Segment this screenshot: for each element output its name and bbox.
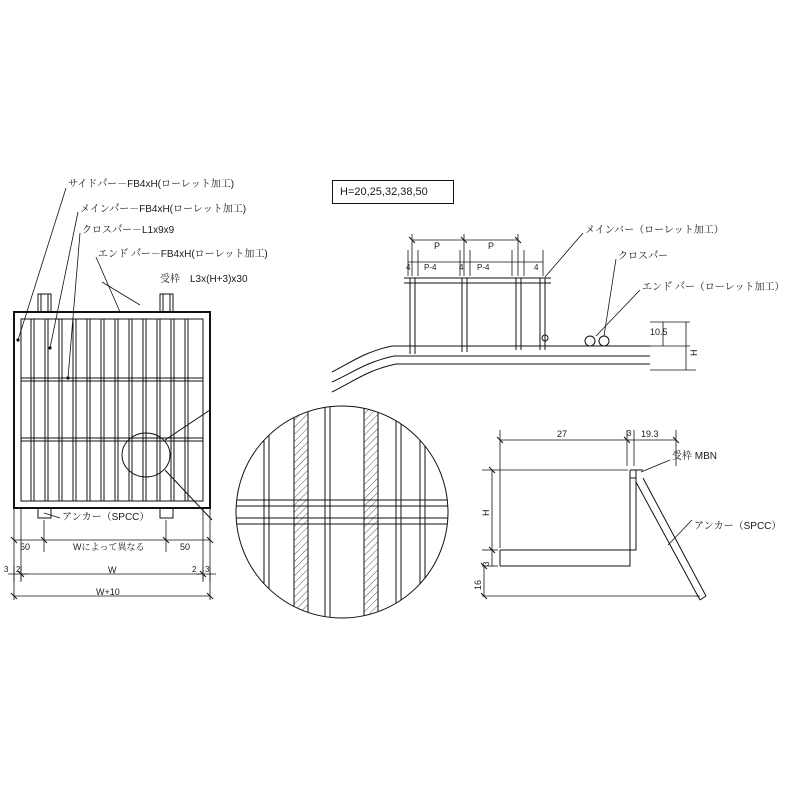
dim-right-2: 2 xyxy=(192,565,197,574)
dim-h-frame: H xyxy=(481,509,491,516)
callout-receiving-frame-mbn: 受枠 MBN xyxy=(672,451,717,462)
dim-27: 27 xyxy=(557,429,568,439)
dim-overall-w: W xyxy=(108,565,117,575)
dim-3-top: 3 xyxy=(627,429,632,438)
dim-pitch-2: P xyxy=(488,241,495,251)
dim-left-2: 2 xyxy=(16,565,21,574)
callout-anchor-plan: アンカー（SPCC） xyxy=(62,512,150,523)
callout-side-bar: サイドバ゙ー－FB4xH(ローレット加工) xyxy=(68,179,235,190)
dim-left-3: 3 xyxy=(4,565,9,574)
dim-edge-4-a: 4 xyxy=(406,263,411,272)
callout-anchor-spcc: アンカー（SPCC） xyxy=(694,521,782,532)
dim-height-h-section: H xyxy=(689,349,699,356)
dim-edge-4-c: 4 xyxy=(534,263,539,272)
callout-end-bar: エンド゙ バ゙ー－FB4xH(ローレット加工) xyxy=(98,249,268,260)
dim-right-3: 3 xyxy=(205,565,210,574)
callout-receiving-frame: 受枠 L3x(H+3)x30 xyxy=(160,274,248,285)
dim-19-3: 19.3 xyxy=(641,429,659,439)
height-note-text: H=20,25,32,38,50 xyxy=(340,186,428,198)
dim-varies-by-w: Wによって異なる xyxy=(73,542,145,552)
callout-end-bar-section: エンド゙ バ゙ー（ローレット加工） xyxy=(642,282,785,293)
dim-p-minus-4-a: P-4 xyxy=(424,263,437,272)
dim-3-left: 3 xyxy=(482,561,491,566)
dim-height-10-5: 10.5 xyxy=(650,327,668,337)
callout-main-bar: メインバ゙ー－FB4xH(ローレット加工) xyxy=(80,204,247,215)
dim-p-minus-4-b: P-4 xyxy=(477,263,490,272)
callout-cross-bar-section: クロスバ゙ー xyxy=(618,251,668,262)
callout-main-bar-section: メインバー（ローレット加工） xyxy=(585,225,724,236)
dim-right-50: 50 xyxy=(180,542,191,552)
dim-left-50: 50 xyxy=(20,542,31,552)
dim-16: 16 xyxy=(473,579,483,590)
dim-pitch-1: P xyxy=(434,241,441,251)
dim-overall-w-plus-10: W+10 xyxy=(96,587,120,597)
dim-edge-4-b: 4 xyxy=(459,263,464,272)
callout-cross-bar: クロスバ゙ー－L1x9x9 xyxy=(82,225,175,236)
